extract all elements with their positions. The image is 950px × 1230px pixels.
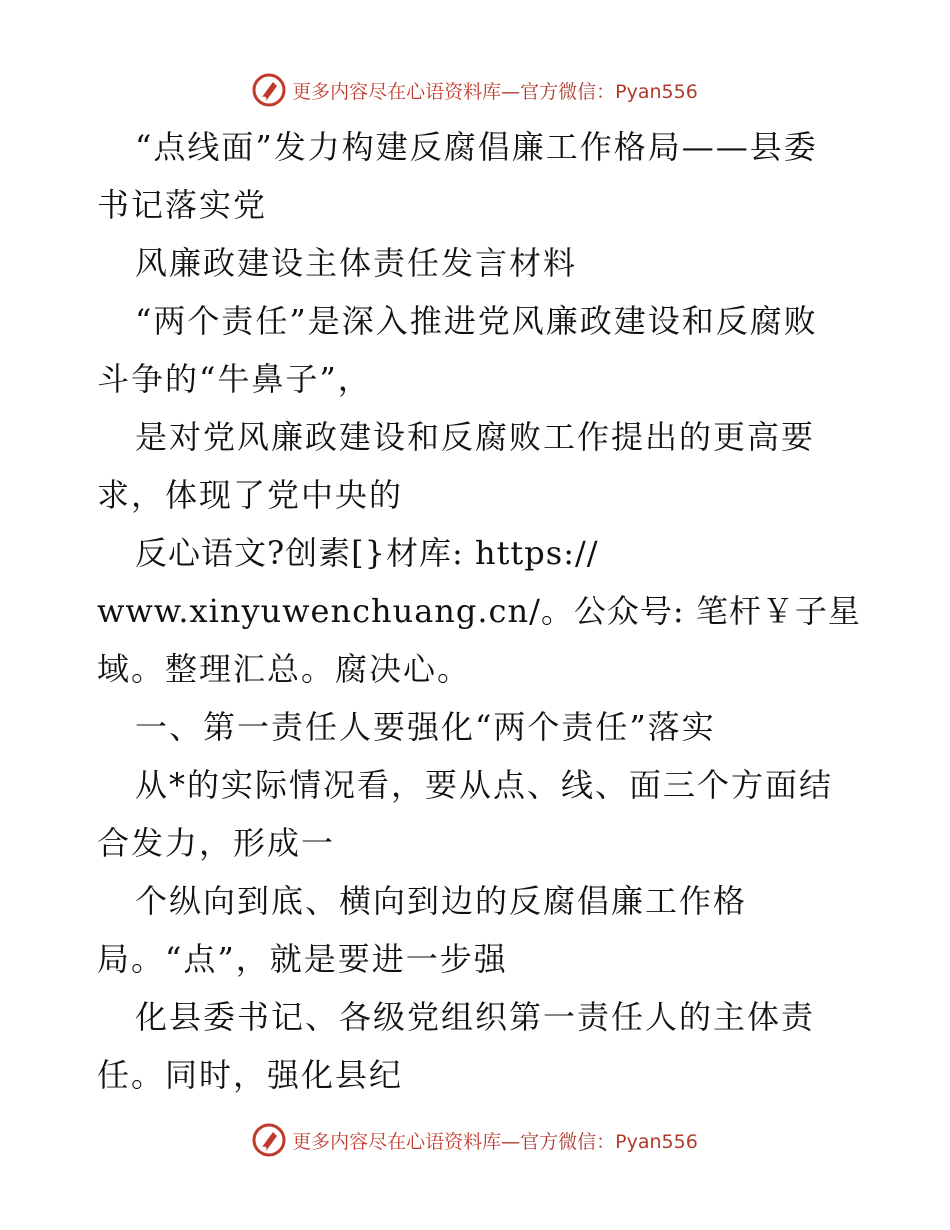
paragraph-line: 斗争的“牛鼻子”， <box>97 360 372 398</box>
paragraph-line: 从*的实际情况看，要从点、线、面三个方面结 <box>135 766 834 804</box>
title-line-3: 风廉政建设主体责任发言材料 <box>135 244 578 282</box>
paragraph-line: 求，体现了党中央的 <box>97 476 404 514</box>
paragraph-line: www.xinyuwenchuang.cn/。公众号: 笔杆￥子星 <box>97 592 861 630</box>
watermark-banner-bottom <box>0 1120 950 1160</box>
watermark-site-text: 更多内容尽在心语资料库 <box>292 80 502 103</box>
watermark-banner-top <box>0 70 950 110</box>
title-line-2: 书记落实党 <box>97 186 268 224</box>
paragraph-line: 个纵向到底、横向到边的反腐倡廉工作格 <box>135 882 748 920</box>
paragraph-line: 是对党风廉政建设和反腐败工作提出的更高要 <box>135 418 816 456</box>
watermark-contact-text: —官方微信：Pyan556 <box>501 1130 698 1153</box>
title-line-1: “点线面”发力构建反腐倡廉工作格局——县委 <box>135 128 818 166</box>
paragraph-line: 局。“点”，就是要进一步强 <box>97 940 508 978</box>
watermark-contact-text: —官方微信：Pyan556 <box>501 80 698 103</box>
paragraph-line: 域。整理汇总。腐决心。 <box>97 650 472 688</box>
paragraph-line: 反心语文?创素[}材库: https:// <box>135 534 599 572</box>
pen-nib-logo-icon <box>252 73 286 107</box>
document-body <box>97 118 861 1104</box>
paragraph-line: 任。同时，强化县纪 <box>97 1056 404 1094</box>
watermark-site-text: 更多内容尽在心语资料库 <box>292 1130 502 1153</box>
pen-nib-logo-icon <box>252 1123 286 1157</box>
paragraph-line: 化县委书记、各级党组织第一责任人的主体责 <box>135 998 816 1036</box>
paragraph-line: “两个责任”是深入推进党风廉政建设和反腐败 <box>135 302 818 340</box>
section-heading: 一、第一责任人要强化“两个责任”落实 <box>135 708 716 746</box>
paragraph-line: 合发力，形成一 <box>97 824 336 862</box>
